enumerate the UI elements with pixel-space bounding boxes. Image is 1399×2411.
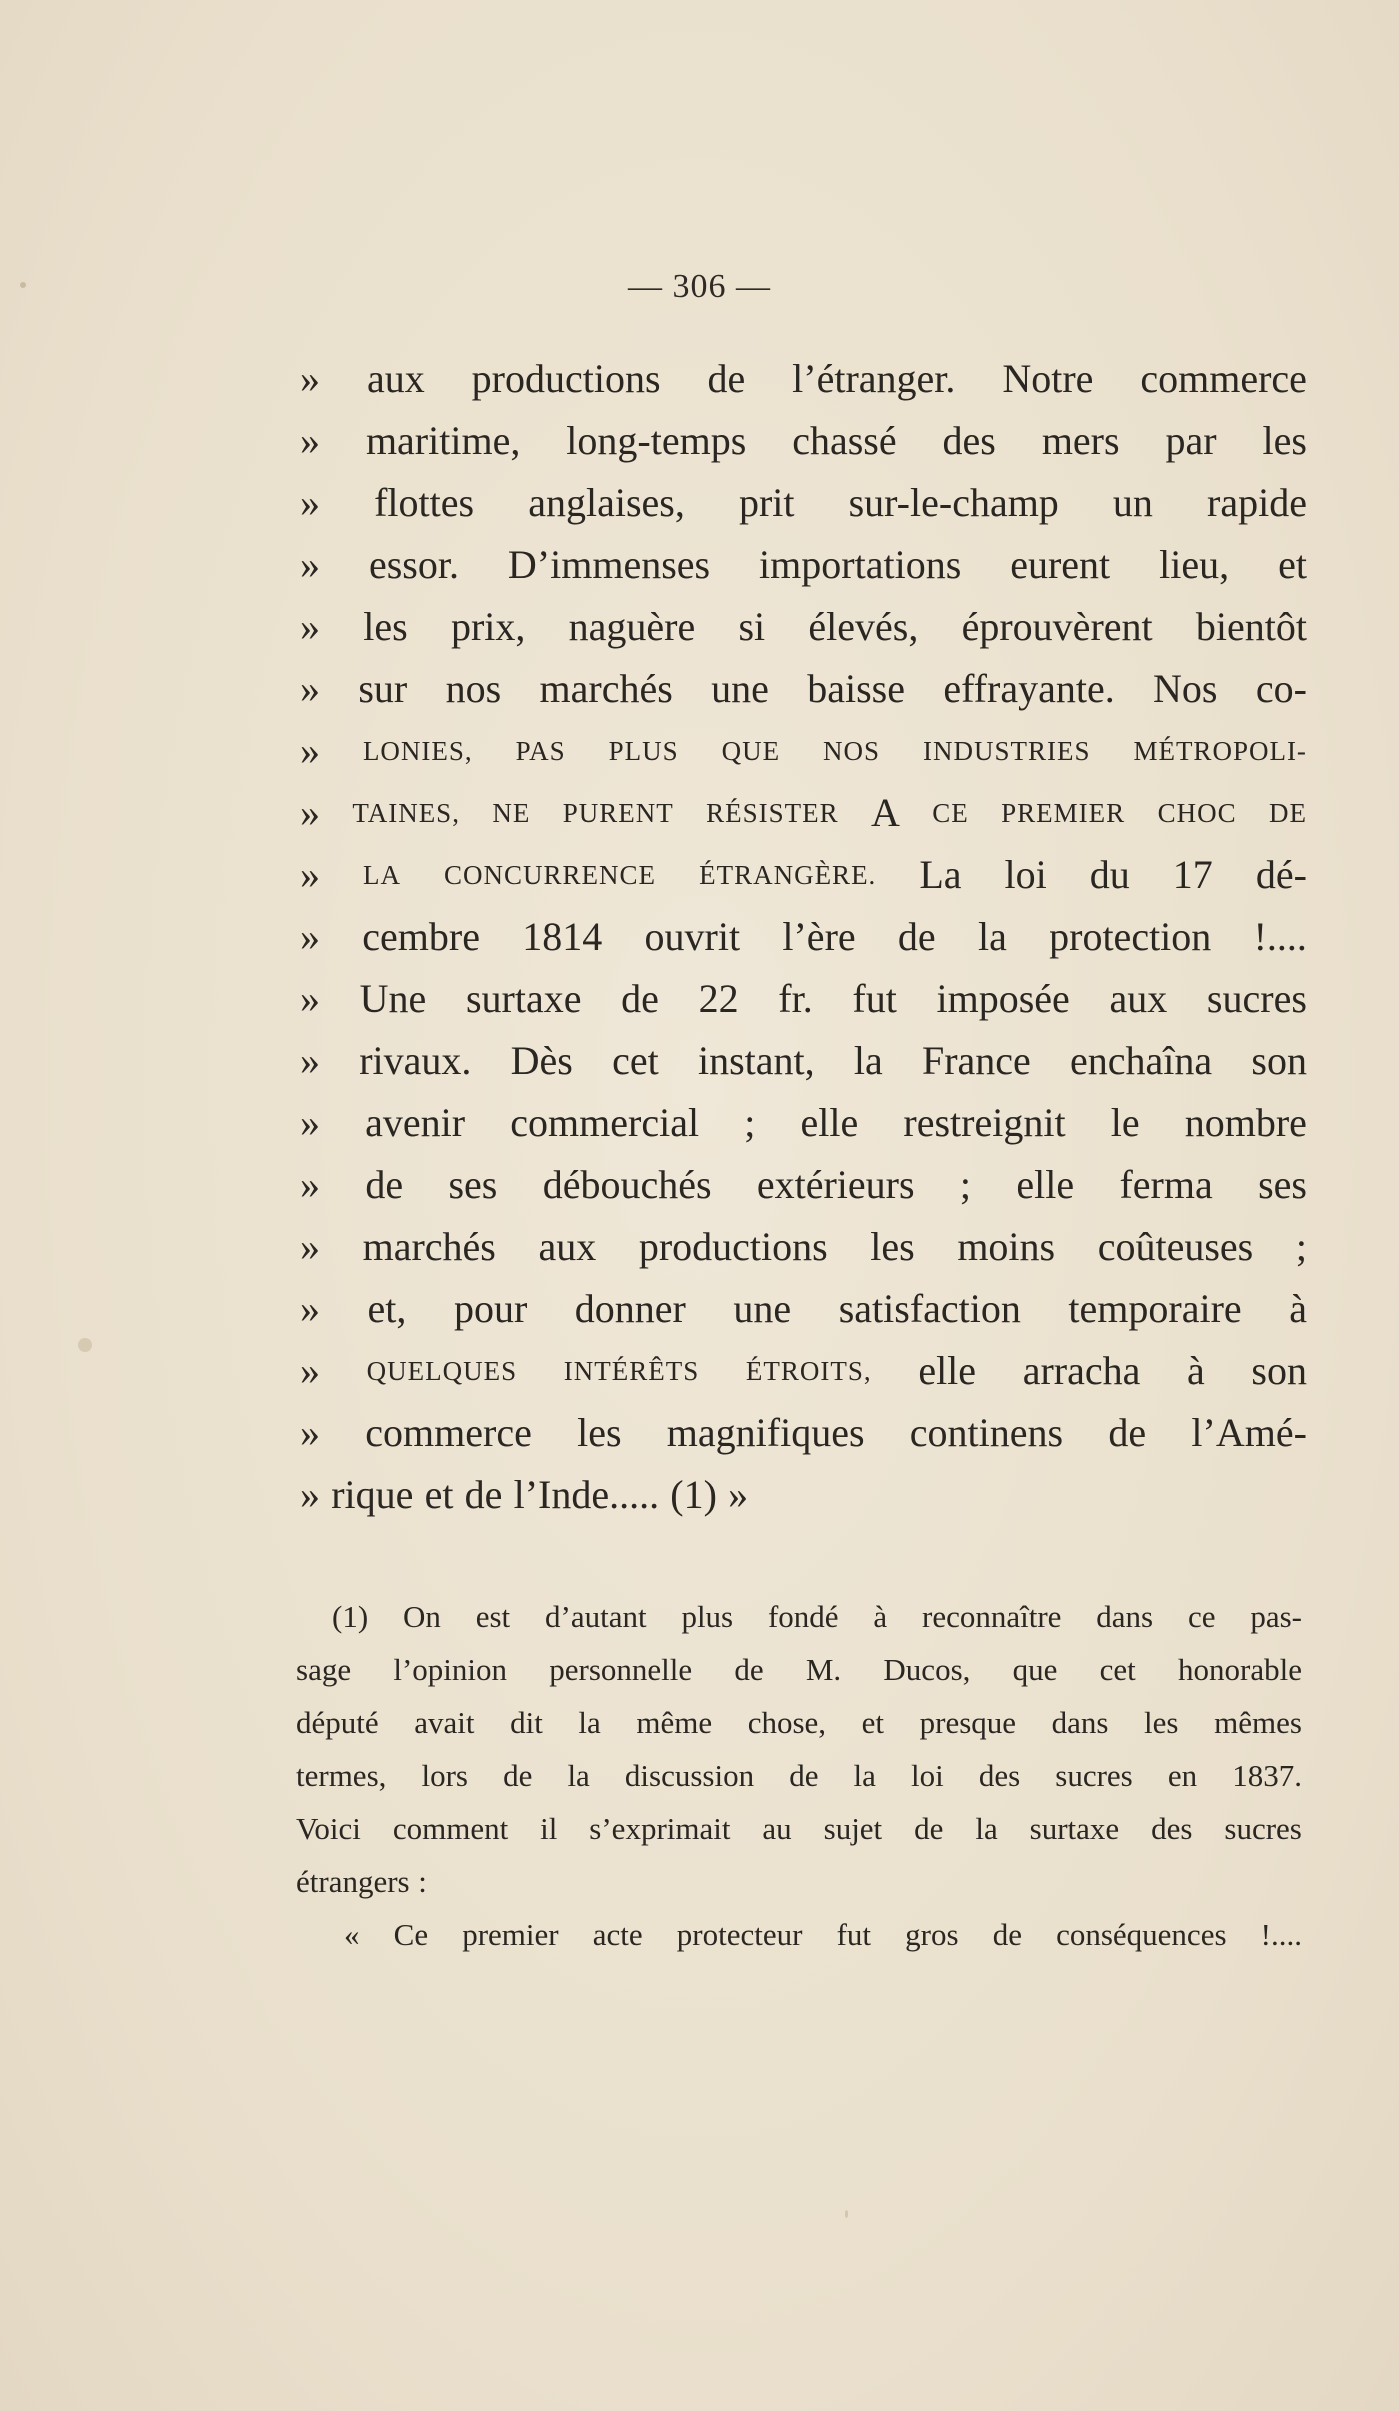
- text-line: [300, 906, 1307, 968]
- word: :: [418, 1864, 427, 1899]
- text-line: [300, 1154, 1307, 1216]
- word: Ducos,: [883, 1652, 971, 1687]
- word: avenir: [365, 1100, 466, 1145]
- word: d’autant: [545, 1599, 647, 1634]
- word: des: [978, 1758, 1021, 1793]
- word: à: [1289, 1286, 1307, 1331]
- word: ;: [959, 1162, 972, 1207]
- word: fr.: [778, 976, 813, 1021]
- word: »: [300, 1038, 320, 1083]
- word: »: [300, 356, 320, 401]
- word: les: [1144, 1705, 1179, 1740]
- text-line: [300, 1216, 1307, 1278]
- word: lieu,: [1159, 542, 1230, 587]
- word: !....: [1260, 1917, 1302, 1952]
- word: élevés,: [808, 604, 919, 649]
- word: !....: [1253, 914, 1307, 959]
- word: ÉTROITS,: [745, 1356, 872, 1386]
- word: RÉSISTER: [706, 798, 839, 828]
- word: productions: [638, 1224, 828, 1269]
- word: ce: [1187, 1599, 1216, 1634]
- word: de: [503, 1758, 533, 1793]
- word: chose,: [747, 1705, 827, 1740]
- text-line: [300, 1402, 1307, 1464]
- word: premier: [462, 1917, 559, 1952]
- word: dans: [1051, 1705, 1109, 1740]
- word: sucres: [1224, 1811, 1302, 1846]
- word: magnifiques: [666, 1410, 865, 1455]
- word: PLUS: [608, 736, 679, 766]
- word: »: [300, 1472, 320, 1517]
- footnote-line: [296, 1643, 1302, 1696]
- word: débouchés: [542, 1162, 712, 1207]
- word: la: [977, 914, 1007, 959]
- word: l’Amé-: [1191, 1410, 1307, 1455]
- word: lors: [421, 1758, 468, 1793]
- word: LA: [363, 860, 402, 890]
- word: INTÉRÊTS: [563, 1356, 700, 1386]
- word: effrayante.: [943, 666, 1115, 711]
- word: ouvrit: [644, 914, 741, 959]
- footnote-line: [296, 1908, 1302, 1961]
- word: QUELQUES: [366, 1356, 518, 1386]
- word: co-: [1255, 666, 1307, 711]
- word: rivaux.: [359, 1038, 472, 1083]
- text-line: [300, 720, 1307, 782]
- paper-speck: [845, 2210, 848, 2218]
- word: les: [363, 604, 408, 649]
- word: fut: [836, 1917, 872, 1952]
- word: 1837.: [1232, 1758, 1302, 1793]
- word: »: [300, 1410, 320, 1455]
- word: QUE: [721, 736, 781, 766]
- word: elle: [918, 1348, 977, 1393]
- text-line: [300, 1464, 1307, 1526]
- word: loi: [1004, 852, 1047, 897]
- word: fondé: [767, 1599, 839, 1634]
- word: aux: [366, 356, 425, 401]
- word: PREMIER: [1001, 798, 1126, 828]
- word: aux: [1109, 976, 1168, 1021]
- word: surtaxe: [1029, 1811, 1120, 1846]
- word: éprouvèrent: [961, 604, 1153, 649]
- word: M.: [805, 1652, 842, 1687]
- word: au: [762, 1811, 792, 1846]
- word: chassé: [792, 418, 897, 463]
- word: ;: [1295, 1224, 1307, 1269]
- text-line: [300, 782, 1307, 844]
- word: de: [1108, 1410, 1147, 1455]
- word: à: [873, 1599, 888, 1634]
- word: l’opinion: [393, 1652, 507, 1687]
- word: mers: [1041, 418, 1120, 463]
- word: bientôt: [1195, 604, 1307, 649]
- text-line: [300, 968, 1307, 1030]
- word: «: [344, 1917, 360, 1952]
- word: Voici: [296, 1811, 361, 1846]
- word: cembre: [362, 914, 480, 959]
- word: restreignit: [903, 1100, 1066, 1145]
- word: commerce: [365, 1410, 532, 1455]
- word: dans: [1096, 1599, 1154, 1634]
- word: »: [300, 790, 320, 835]
- word: et: [424, 1472, 454, 1517]
- text-line: [300, 348, 1307, 410]
- word: commercial: [510, 1100, 700, 1145]
- text-line: [300, 596, 1307, 658]
- word: le: [1110, 1100, 1140, 1145]
- word: aux: [538, 1224, 597, 1269]
- word: flottes: [374, 480, 475, 525]
- word: des: [942, 418, 996, 463]
- word: »: [300, 728, 320, 773]
- text-line: [300, 472, 1307, 534]
- word: de: [789, 1758, 819, 1793]
- word: importations: [759, 542, 962, 587]
- word: reconnaître: [922, 1599, 1062, 1634]
- word: »: [300, 1224, 320, 1269]
- word: eurent: [1010, 542, 1111, 587]
- word: CONCURRENCE: [444, 860, 657, 890]
- word: temporaire: [1068, 1286, 1242, 1331]
- word: un: [1112, 480, 1153, 525]
- word: baisse: [807, 666, 905, 711]
- word: »: [300, 418, 320, 463]
- word: sur-le-champ: [848, 480, 1059, 525]
- text-line: [300, 1030, 1307, 1092]
- word: la: [853, 1038, 883, 1083]
- word: rapide: [1207, 480, 1307, 525]
- word: satisfaction: [838, 1286, 1021, 1331]
- word: elle: [1016, 1162, 1075, 1207]
- word: essor.: [368, 542, 459, 587]
- word: les: [1262, 418, 1307, 463]
- word: productions: [471, 356, 661, 401]
- word: de: [707, 356, 746, 401]
- word: marchés: [539, 666, 673, 711]
- word: coûteuses: [1097, 1224, 1254, 1269]
- word: pour: [453, 1286, 528, 1331]
- word: enchaîna: [1070, 1038, 1213, 1083]
- word: de: [365, 1162, 404, 1207]
- word: comment: [392, 1811, 509, 1846]
- word: »: [300, 914, 320, 959]
- word: MÉTROPOLI-: [1133, 736, 1307, 766]
- text-line: [300, 410, 1307, 472]
- footnote-line: [296, 1696, 1302, 1749]
- text-line: [300, 1340, 1307, 1402]
- word: France: [921, 1038, 1031, 1083]
- word: la: [567, 1758, 590, 1793]
- word: PAS: [515, 736, 566, 766]
- word: nombre: [1184, 1100, 1307, 1145]
- word: »: [728, 1472, 749, 1517]
- word: par: [1165, 418, 1217, 463]
- page-number: — 306 —: [628, 268, 771, 305]
- text-line: [300, 534, 1307, 596]
- footnote-line: [296, 1590, 1302, 1643]
- word: prix,: [450, 604, 526, 649]
- word: »: [300, 604, 320, 649]
- word: honorable: [1178, 1652, 1302, 1687]
- word: LONIES,: [362, 736, 473, 766]
- word: de: [992, 1917, 1022, 1952]
- word: elle: [800, 1100, 859, 1145]
- word: CHOC: [1157, 798, 1237, 828]
- word: il: [540, 1811, 558, 1846]
- word: à: [1186, 1348, 1205, 1393]
- word: mêmes: [1214, 1705, 1302, 1740]
- word: et: [1278, 542, 1307, 587]
- word: sucres: [1206, 976, 1307, 1021]
- word: NOS: [823, 736, 881, 766]
- word: acte: [592, 1917, 643, 1952]
- word: loi: [911, 1758, 944, 1793]
- word: D’immenses: [507, 542, 711, 587]
- word: de: [734, 1652, 764, 1687]
- word: conséquences: [1056, 1917, 1227, 1952]
- word: dé-: [1255, 852, 1307, 897]
- word: »: [300, 852, 320, 897]
- word: arracha: [1022, 1348, 1141, 1393]
- word: est: [475, 1599, 511, 1634]
- word: (1): [670, 1472, 717, 1517]
- word: la: [975, 1811, 998, 1846]
- word: nos: [445, 666, 502, 711]
- word: commerce: [1140, 356, 1307, 401]
- word: du: [1089, 852, 1130, 897]
- word: prit: [738, 480, 795, 525]
- word: ÉTRANGÈRE.: [699, 860, 877, 890]
- word: personnelle: [549, 1652, 693, 1687]
- word: rique: [331, 1472, 414, 1517]
- word: avait: [414, 1705, 475, 1740]
- word: ses: [1258, 1162, 1307, 1207]
- word: de: [621, 976, 659, 1021]
- word: son: [1251, 1348, 1307, 1393]
- word: surtaxe: [465, 976, 582, 1021]
- footnote-line: [296, 1802, 1302, 1855]
- footnote-line: [296, 1855, 1302, 1908]
- main-text: [300, 348, 1307, 1526]
- word: marchés: [362, 1224, 496, 1269]
- word: l’étranger.: [792, 356, 956, 401]
- word: »: [300, 1286, 320, 1331]
- word: plus: [681, 1599, 734, 1634]
- word: termes,: [296, 1758, 387, 1793]
- word: PURENT: [562, 798, 674, 828]
- word: discussion: [624, 1758, 755, 1793]
- word: 17: [1172, 852, 1213, 897]
- word: instant,: [697, 1038, 815, 1083]
- word: anglaises,: [528, 480, 685, 525]
- word: A: [871, 790, 900, 835]
- word: DE: [1268, 798, 1307, 828]
- word: de: [464, 1472, 503, 1517]
- word: protecteur: [676, 1917, 803, 1952]
- word: son: [1251, 1038, 1307, 1083]
- word: On: [403, 1599, 441, 1634]
- word: Notre: [1002, 356, 1094, 401]
- text-line: [300, 844, 1307, 906]
- footnote: [296, 1590, 1302, 1961]
- text-line: [300, 1278, 1307, 1340]
- word: s’exprimait: [589, 1811, 731, 1846]
- word: la: [853, 1758, 876, 1793]
- word: et: [861, 1705, 885, 1740]
- text-line: [300, 658, 1307, 720]
- word: ferma: [1119, 1162, 1213, 1207]
- word: long-temps: [566, 418, 747, 463]
- word: cet: [1099, 1652, 1136, 1687]
- footnote-line: [296, 1749, 1302, 1802]
- word: député: [296, 1705, 379, 1740]
- word: »: [300, 1348, 320, 1393]
- word: presque: [919, 1705, 1017, 1740]
- word: La: [919, 852, 962, 897]
- word: l’Inde.....: [513, 1472, 660, 1517]
- word: naguère: [568, 604, 696, 649]
- word: sur: [358, 666, 408, 711]
- word: dit: [510, 1705, 543, 1740]
- word: continens: [909, 1410, 1064, 1455]
- word: l’ère: [782, 914, 856, 959]
- word: Dès: [510, 1038, 573, 1083]
- word: (1): [332, 1599, 369, 1634]
- word: »: [300, 666, 320, 711]
- word: »: [300, 1162, 320, 1207]
- word: ;: [744, 1100, 756, 1145]
- text-line: [300, 1092, 1307, 1154]
- word: et,: [367, 1286, 407, 1331]
- word: si: [738, 604, 766, 649]
- word: de: [914, 1811, 944, 1846]
- word: que: [1012, 1652, 1058, 1687]
- paper-speck: [78, 1338, 92, 1352]
- word: pas-: [1250, 1599, 1302, 1634]
- word: »: [300, 1100, 320, 1145]
- word: étrangers: [296, 1864, 410, 1899]
- word: TAINES,: [352, 798, 460, 828]
- word: protection: [1049, 914, 1212, 959]
- word: sage: [296, 1652, 352, 1687]
- word: une: [711, 666, 769, 711]
- word: sujet: [823, 1811, 883, 1846]
- word: gros: [905, 1917, 959, 1952]
- word: moins: [957, 1224, 1056, 1269]
- word: Nos: [1153, 666, 1218, 711]
- word: »: [300, 542, 320, 587]
- word: INDUSTRIES: [922, 736, 1091, 766]
- word: de: [897, 914, 936, 959]
- word: maritime,: [365, 418, 521, 463]
- word: »: [300, 480, 320, 525]
- word: extérieurs: [756, 1162, 915, 1207]
- word: Une: [359, 976, 427, 1021]
- word: les: [577, 1410, 622, 1455]
- word: des: [1151, 1811, 1193, 1846]
- word: 22: [698, 976, 739, 1021]
- word: CE: [932, 798, 969, 828]
- word: Ce: [393, 1917, 429, 1952]
- word: fut: [852, 976, 897, 1021]
- word: même: [636, 1705, 713, 1740]
- word: les: [870, 1224, 915, 1269]
- word: »: [300, 976, 320, 1021]
- word: donner: [574, 1286, 686, 1331]
- word: imposée: [936, 976, 1070, 1021]
- word: la: [578, 1705, 601, 1740]
- word: cet: [612, 1038, 659, 1083]
- word: NE: [492, 798, 531, 828]
- word: 1814: [522, 914, 603, 959]
- word: sucres: [1055, 1758, 1133, 1793]
- word: ses: [448, 1162, 498, 1207]
- word: une: [733, 1286, 792, 1331]
- word: en: [1167, 1758, 1198, 1793]
